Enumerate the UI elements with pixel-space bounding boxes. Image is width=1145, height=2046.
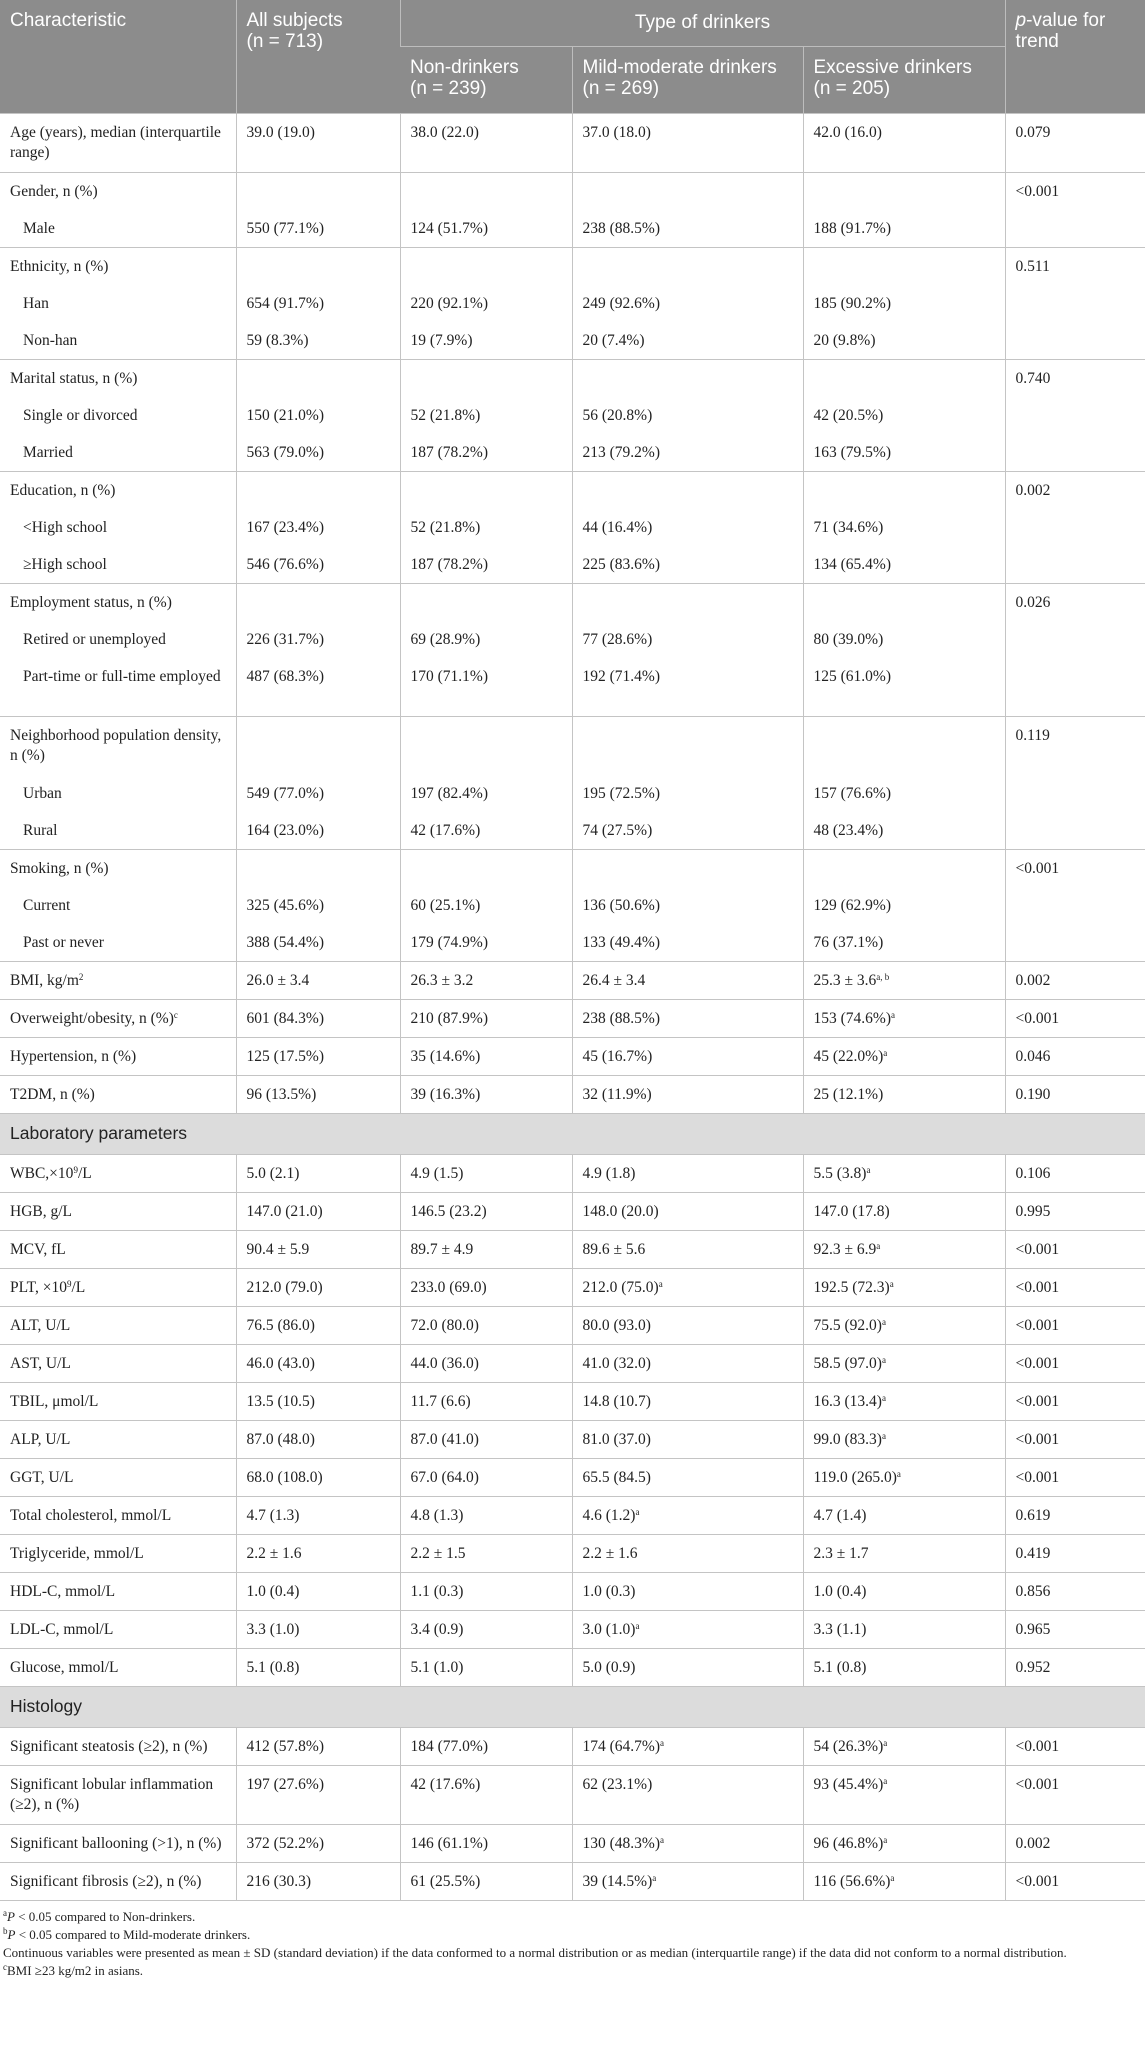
section-laboratory-parameters: Laboratory parameters — [0, 1114, 1145, 1155]
table-row: AST, U/L 46.0 (43.0) 44.0 (36.0) 41.0 (32.0) 58.5 $(97.0)^a$ <0.001 — [0, 1345, 1145, 1383]
table-row: <High school 167 (23.4%) 52 (21.8%) 44 (16.4%) 71 (34.6%) — [0, 509, 1145, 546]
table-row: Male 550 (77.1%) 124 (51.7%) 238 (88.5%) 188 (91.7%) — [0, 210, 1145, 248]
table-row: Ethnicity, n (%) 0.511 — [0, 248, 1145, 286]
table-row: Age (years), median (interquartile range) 39.0 (19.0) 38.0 (22.0) 37.0 (18.0) 42.0 (16.0) 0.079 — [0, 114, 1145, 173]
table-row: Significant steatosis (≥2), n (%) 412 (57.8%) 184 (77.0%) 174 $(64.7\%)^a$ 54 $(26.3\%)^a$ <0.001 — [0, 1728, 1145, 1766]
table-row: MCV, fL 90.4 ± 5.9 89.7 ± 4.9 89.6 ± 5.6 92.3 ± 6.9$^a$ <0.001 — [0, 1231, 1145, 1269]
footnote-c: $^c$BMI ≥23 kg/m2 in asians. — [3, 1962, 144, 1978]
table-row: Significant ballooning (>1), n (%) 372 (52.2%) 146 (61.1%) 130 $(48.3\%)^a$ 96 $(46.8\%)^a$ 0.002 — [0, 1825, 1145, 1863]
footnote-continuous: Continuous variables were presented as mean ± SD (standard deviation) if the data conformed to a normal distribution or as median (interquartile range) if the data did not conform to a normal distribution. — [3, 1945, 1067, 1960]
table-row: Employment status, n (%) 0.026 — [0, 584, 1145, 622]
section-histology: Histology — [0, 1687, 1145, 1728]
table-row: TBIL, μmol/L 13.5 (10.5) 11.7 (6.6) 14.8 (10.7) 16.3 $(13.4)^a$ <0.001 — [0, 1383, 1145, 1421]
footnote-a: $^a$P < 0.05 compared to Non-drinkers. — [3, 1908, 196, 1924]
header-row-1 — [0, 0, 1145, 47]
table-row: HGB, g/L 147.0 (21.0) 146.5 (23.2) 148.0 (20.0) 147.0 (17.8) 0.995 — [0, 1193, 1145, 1231]
table-row: Non-han 59 (8.3%) 19 (7.9%) 20 (7.4%) 20 (9.8%) — [0, 322, 1145, 360]
table-row: Han 654 (91.7%) 220 (92.1%) 249 (92.6%) 185 (90.2%) — [0, 285, 1145, 322]
table-row: Retired or unemployed 226 (31.7%) 69 (28.9%) 77 (28.6%) 80 (39.0%) — [0, 621, 1145, 658]
table-row: Gender, n (%) <0.001 — [0, 173, 1145, 211]
table-row: Education, n (%) 0.002 — [0, 472, 1145, 510]
table-row: Smoking, n (%) <0.001 — [0, 850, 1145, 888]
table-row: Triglyceride, mmol/L 2.2 ± 1.6 2.2 ± 1.5 2.2 ± 1.6 2.3 ± 1.7 0.419 — [0, 1535, 1145, 1573]
col-mild-moderate-header: Mild-moderate drinkers (n = 269) — [572, 47, 803, 114]
table-row: Significant fibrosis (≥2), n (%) 216 (30.3) 61 (25.5%) 39 $(14.5\%)^a$ 116 $(56.6\%)^a$ <0.001 — [0, 1863, 1145, 1901]
type-of-drinkers-header: Type of drinkers — [400, 0, 1005, 47]
table-row: T2DM, n (%) 96 (13.5%) 39 (16.3%) 32 (11.9%) 25 (12.1%) 0.190 — [0, 1076, 1145, 1114]
table-row: LDL-C, mmol/L 3.3 (1.0) 3.4 (0.9) 3.0 $(1.0)^a$ 3.3 (1.1) 0.965 — [0, 1611, 1145, 1649]
table-row: Glucose, mmol/L 5.1 (0.8) 5.1 (1.0) 5.0 (0.9) 5.1 (0.8) 0.952 — [0, 1649, 1145, 1687]
col-excessive-header: Excessive drinkers (n = 205) — [803, 47, 1005, 114]
table-row: Hypertension, n (%) 125 (17.5%) 35 (14.6%) 45 (16.7%) 45 $(22.0\%)^a$ 0.046 — [0, 1038, 1145, 1076]
table-row: Single or divorced 150 (21.0%) 52 (21.8%) 56 (20.8%) 42 (20.5%) — [0, 397, 1145, 434]
col-pvalue-header: p-value for trend — [1005, 0, 1145, 114]
table-row: PLT, $\times 10^9/L$ 212.0 (79.0) 233.0 (69.0) 212.0 $(75.0)^a$ 192.5 $(72.3)^a$ <0.001 — [0, 1269, 1145, 1307]
table-row: Neighborhood population density, n (%) 0.119 — [0, 717, 1145, 776]
table-row: ≥High school 546 (76.6%) 187 (78.2%) 225 (83.6%) 134 (65.4%) — [0, 546, 1145, 584]
col-all-subjects-header: All subjects (n = 713) — [236, 0, 400, 114]
table-row: ALP, U/L 87.0 (48.0) 87.0 (41.0) 81.0 (37.0) 99.0 $(83.3)^a$ <0.001 — [0, 1421, 1145, 1459]
table-row: Overweight/obesity, n (%)$^c$ 601 (84.3%) 210 (87.9%) 238 (88.5%) 153 $(74.6\%)^a$ <0.001 — [0, 1000, 1145, 1038]
table-row: ALT, U/L 76.5 (86.0) 72.0 (80.0) 80.0 (93.0) 75.5 $(92.0)^a$ <0.001 — [0, 1307, 1145, 1345]
table-row: Current 325 (45.6%) 60 (25.1%) 136 (50.6%) 129 (62.9%) — [0, 887, 1145, 924]
table-row: BMI, $kg/m^2$ 26.0 ± 3.4 26.3 ± 3.2 26.4 ± 3.4 $25.3 \pm 3.6^{a, b}$ 0.002 — [0, 962, 1145, 1000]
table-row: Significant lobular inflammation (≥2), n (%) 197 (27.6%) 42 (17.6%) 62 (23.1%) 93 $(45.4\%)^a$ <0.001 — [0, 1766, 1145, 1825]
table-row: Past or never 388 (54.4%) 179 (74.9%) 133 (49.4%) 76 (37.1%) — [0, 924, 1145, 962]
table-row: Marital status, n (%) 0.740 — [0, 360, 1145, 398]
table-row: HDL-C, mmol/L 1.0 (0.4) 1.1 (0.3) 1.0 (0.3) 1.0 (0.4) 0.856 — [0, 1573, 1145, 1611]
table-row: $WBC,\times 10^9/L$ 5.0 (2.1) 4.9 (1.5) 4.9 (1.8) 5.5 $(3.8)^a$ 0.106 — [0, 1155, 1145, 1193]
table-row: Part-time or full-time employed 487 (68.3%) 170 (71.1%) 192 (71.4%) 125 (61.0%) — [0, 658, 1145, 717]
footnote-b: $^b$P < 0.05 compared to Mild-moderate drinkers. — [3, 1926, 251, 1942]
table-row: Married 563 (79.0%) 187 (78.2%) 213 (79.2%) 163 (79.5%) — [0, 434, 1145, 472]
table-footnotes — [0, 1901, 1145, 1980]
table-row: GGT, U/L 68.0 (108.0) 67.0 (64.0) 65.5 (84.5) 119.0 $(265.0)^a$ <0.001 — [0, 1459, 1145, 1497]
col-characteristic-header: Characteristic — [0, 0, 236, 114]
col-non-drinkers-header: Non-drinkers (n = 239) — [400, 47, 572, 114]
table-row: Rural 164 (23.0%) 42 (17.6%) 74 (27.5%) 48 (23.4%) — [0, 812, 1145, 850]
table-row: Total cholesterol, mmol/L 4.7 (1.3) 4.8 (1.3) 4.6 $(1.2)^a$ 4.7 (1.4) 0.619 — [0, 1497, 1145, 1535]
table-row: Urban 549 (77.0%) 197 (82.4%) 195 (72.5%) 157 (76.6%) — [0, 775, 1145, 812]
